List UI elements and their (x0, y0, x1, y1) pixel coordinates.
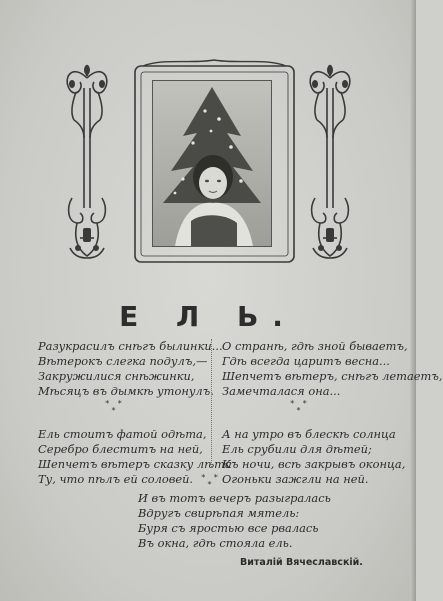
stanza-left-1 (38, 339, 232, 399)
column-divider (211, 339, 213, 467)
verse-line: И въ тотъ вечеръ разыгралась (138, 491, 331, 505)
art-nouveau-ornament-left (62, 58, 112, 263)
poem-title: Е Л Ь. (119, 300, 297, 333)
verse-line: Шепчетъ вѣтеръ, снѣгъ летаетъ, (222, 369, 443, 383)
poem-left-column (38, 339, 232, 487)
poem-right-column (222, 339, 443, 487)
stanza-right-2 (222, 427, 443, 487)
verse-line: А на утро въ блескѣ солнца (222, 427, 396, 441)
author-signature: Виталій Вячеславскій. (240, 557, 363, 568)
verse-line: О странѣ, гдѣ зной бываетъ, (222, 339, 408, 353)
verse-line: Мѣсяцъ въ дымкѣ утонулъ. (38, 384, 214, 398)
verse-line: Разукрасилъ снѣгъ былинки... (38, 339, 223, 353)
verse-line: Ту, что пѣлъ ей соловей. (38, 472, 194, 486)
verse-line: Огоньки зажгли на ней. (222, 472, 369, 486)
verse-line: Вдругъ свирѣпая мятель: (138, 506, 300, 520)
verse-line: Серебро блеститъ на ней, (38, 442, 203, 456)
stanza-right-1 (222, 339, 443, 399)
stanza-separator: * * * (290, 399, 310, 415)
final-stanza (138, 491, 331, 551)
verse-line: Замечталася она... (222, 384, 341, 398)
verse-line: Ель стоитъ фатой одѣта, (38, 427, 207, 441)
stanza-separator: * * * (105, 399, 125, 415)
verse-line: Вѣтерокъ слегка подулъ,— (38, 354, 208, 368)
art-nouveau-ornament-right (305, 58, 355, 263)
photo-girl-with-fir-tree (152, 80, 272, 247)
verse-line: Закружилися снѣжинки, (38, 369, 195, 383)
verse-line: Буря съ яростью все рвалась (138, 521, 319, 535)
verse-line: Шепчетъ вѣтеръ сказку лѣта (38, 457, 232, 471)
verse-line: Въ окна, гдѣ стояла ель. (138, 536, 293, 550)
verse-line: Гдѣ всегда царитъ весна... (222, 354, 390, 368)
stanza-separator: * * * (201, 473, 221, 489)
verse-line: Ель срубили для дѣтей; (222, 442, 372, 456)
verse-line: Къ ночи, всѣ закрывъ оконца, (222, 457, 406, 471)
